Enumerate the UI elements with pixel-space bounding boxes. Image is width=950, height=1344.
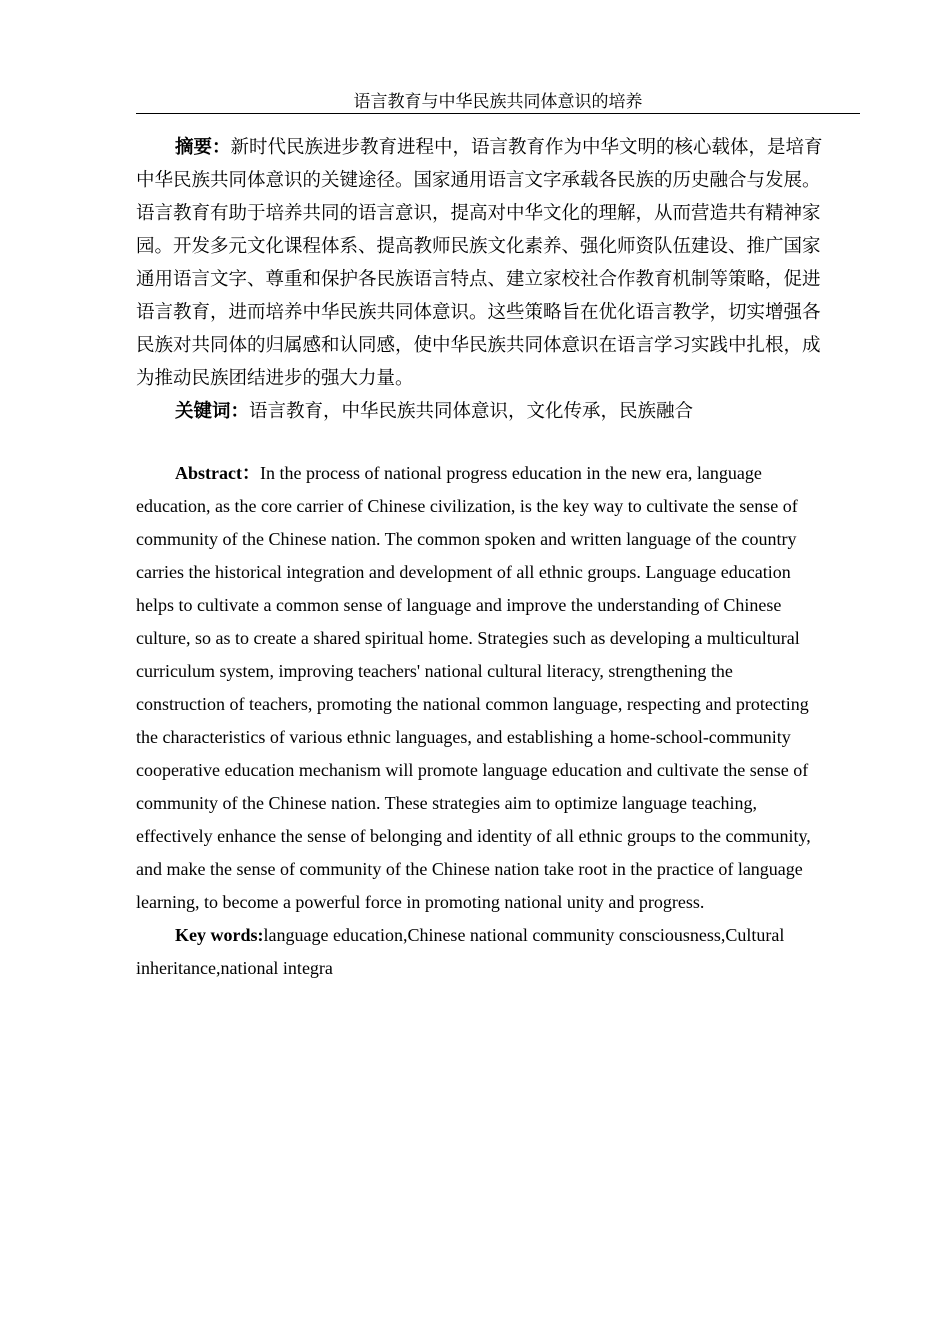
header-title: 语言教育与中华民族共同体意识的培养 bbox=[353, 92, 643, 111]
keywords-line bbox=[136, 919, 860, 952]
abstract-line bbox=[136, 457, 860, 490]
keywords-label: 关键词： bbox=[175, 402, 250, 422]
abstract-line: helps to cultivate a common sense of language and improve the understanding of Chinese bbox=[136, 595, 782, 615]
abstract-line: cooperative education mechanism will promote language education and cultivate the sense of bbox=[136, 760, 809, 780]
keywords-line bbox=[136, 396, 860, 429]
keywords-text: language education,Chinese national community consciousness,Cultural bbox=[263, 925, 785, 945]
abstract-text: In the process of national progress education in the new era, language bbox=[259, 463, 762, 483]
abstract-line: the characteristics of various ethnic languages, and establishing a home-school-community bbox=[136, 727, 791, 747]
abstract-line: culture, so as to create a shared spiritual home. Strategies such as developing a multicultural bbox=[136, 628, 800, 648]
keywords-text: 语言教育，中华民族共同体意识，文化传承，民族融合 bbox=[249, 402, 694, 422]
english-abstract bbox=[136, 457, 860, 985]
abstract-line bbox=[136, 132, 860, 165]
abstract-line: 语言教育，进而培养中华民族共同体意识。这些策略旨在优化语言教学，切实增强各 bbox=[136, 303, 821, 323]
keywords-line: inheritance,national integra bbox=[136, 958, 333, 978]
abstract-line: education, as the core carrier of Chinese civilization, is the key way to cultivate the sense of bbox=[136, 496, 798, 516]
abstract-line: carries the historical integration and development of all ethnic groups. Language education bbox=[136, 562, 791, 582]
abstract-line: curriculum system, improving teachers' national cultural literacy, strengthening the bbox=[136, 661, 733, 681]
chinese-abstract bbox=[136, 132, 860, 429]
abstract-line: learning, to become a powerful force in promoting national unity and progress. bbox=[136, 892, 705, 912]
abstract-line: 为推动民族团结进步的强大力量。 bbox=[136, 369, 414, 389]
abstract-line: 民族对共同体的归属感和认同感，使中华民族共同体意识在语言学习实践中扎根，成 bbox=[136, 336, 821, 356]
abstract-line: 中华民族共同体意识的关键途径。国家通用语言文字承载各民族的历史融合与发展。 bbox=[136, 171, 821, 191]
abstract-label: Abstract： bbox=[175, 463, 260, 483]
keywords-label: Key words: bbox=[175, 925, 264, 945]
abstract-line: effectively enhance the sense of belonging and identity of all ethnic groups to the community, bbox=[136, 826, 811, 846]
abstract-line: and make the sense of community of the Chinese nation take root in the practice of language bbox=[136, 859, 803, 879]
abstract-line: construction of teachers, promoting the national common language, respecting and protecting bbox=[136, 694, 809, 714]
abstract-line: 园。开发多元文化课程体系、提高教师民族文化素养、强化师资队伍建设、推广国家 bbox=[136, 237, 821, 257]
abstract-line: community of the Chinese nation. These strategies aim to optimize language teaching, bbox=[136, 793, 757, 813]
abstract-text: 新时代民族进步教育进程中，语言教育作为中华文明的核心载体，是培育 bbox=[230, 138, 823, 158]
abstract-line: 通用语言文字、尊重和保护各民族语言特点、建立家校社合作教育机制等策略，促进 bbox=[136, 270, 821, 290]
abstract-line: 语言教育有助于培养共同的语言意识，提高对中华文化的理解，从而营造共有精神家 bbox=[136, 204, 821, 224]
page-header bbox=[136, 90, 860, 114]
abstract-line: community of the Chinese nation. The common spoken and written language of the country bbox=[136, 529, 797, 549]
abstract-label: 摘要： bbox=[175, 138, 231, 158]
